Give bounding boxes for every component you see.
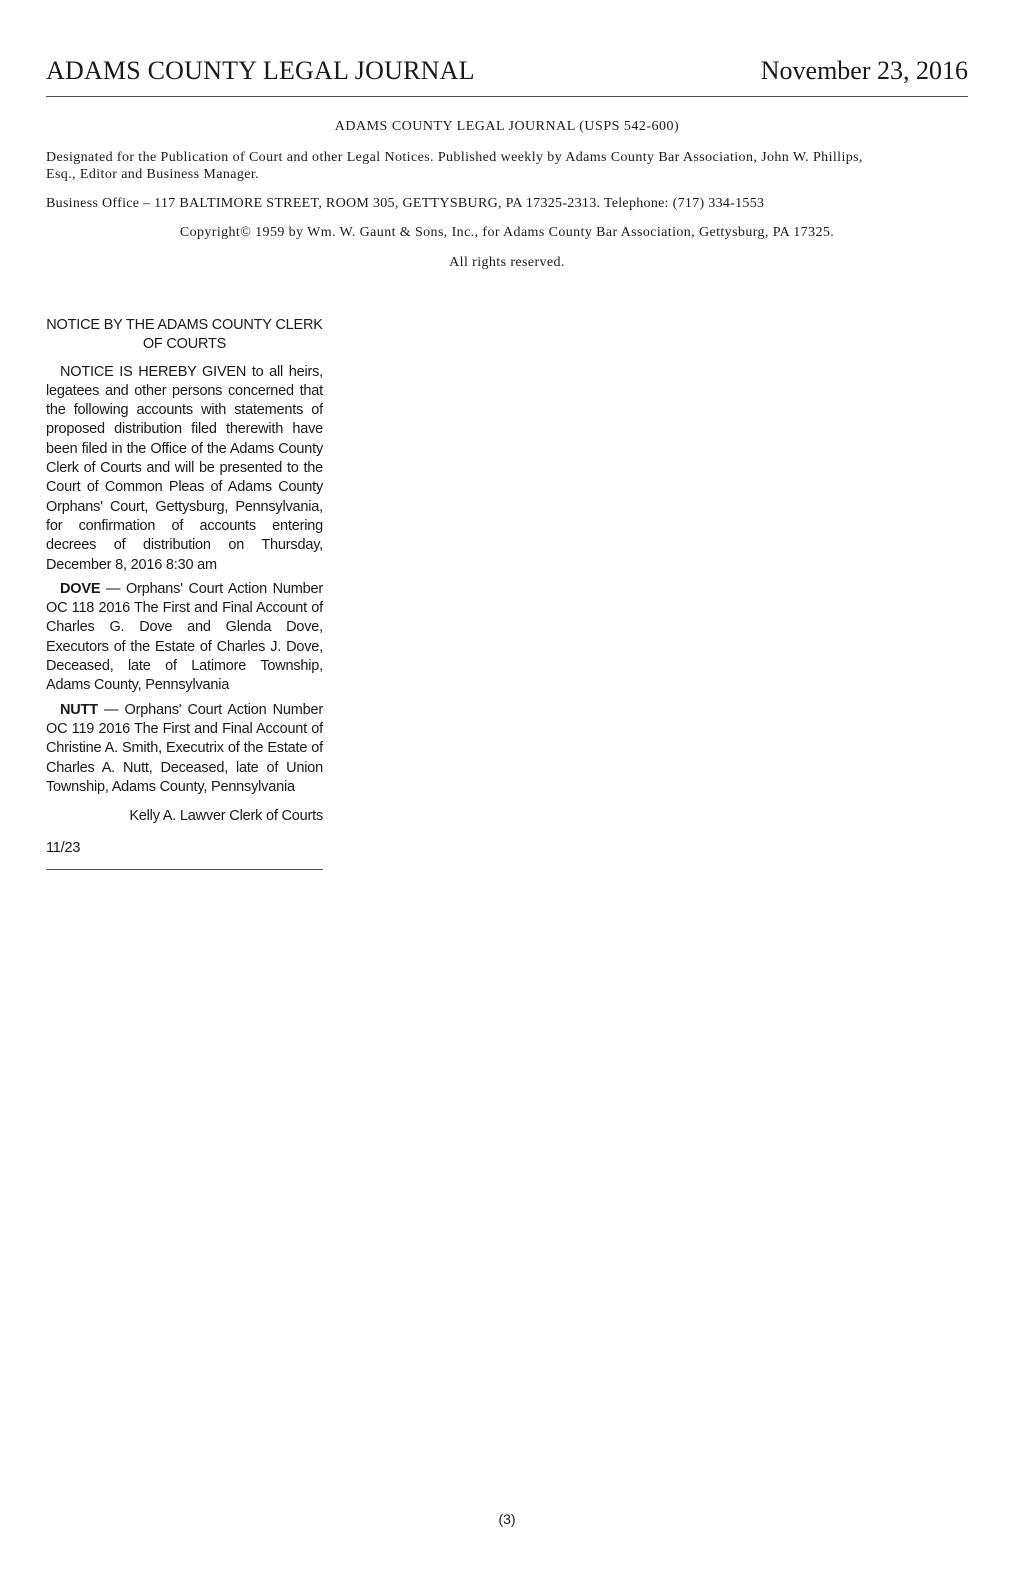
estate-dash: — bbox=[100, 580, 126, 597]
page-number: (3) bbox=[498, 1511, 516, 1527]
estate-entry-dove bbox=[46, 580, 323, 696]
publication-name: ADAMS COUNTY LEGAL JOURNAL (USPS 542-600) bbox=[334, 119, 680, 134]
business-office: Business Office – 117 BALTIMORE STREET, ROOM 305, GETTYSBURG, PA 17325-2313. Telephone: (717) 334-1553 bbox=[46, 196, 765, 211]
estate-text: Orphans' Court Action Number OC 119 2016 The First and Final Account of Christine A. Smith, Executrix of the Estate of Charles A. Nutt, Deceased, late of Union Township, Adams County, Pennsylvania bbox=[46, 701, 323, 795]
signature-block bbox=[46, 807, 323, 826]
rights-reserved: All rights reserved. bbox=[449, 255, 565, 270]
estate-text: Orphans' Court Action Number OC 118 2016 The First and Final Account of Charles G. Dove and Glenda Dove, Executors of the Estate of Charles J. Dove, Deceased, late of Latimore Township, Adams County, Pennsylvania bbox=[46, 580, 323, 694]
estate-name: DOVE bbox=[60, 580, 101, 597]
signer-title: Clerk of Courts bbox=[229, 808, 323, 825]
copyright-notice: Copyright© 1959 by Wm. W. Gaunt & Sons, Inc., for Adams County Bar Association, Gettysburg, PA 17325. bbox=[179, 225, 835, 240]
notice-intro: NOTICE IS HEREBY GIVEN to all heirs, legatees and other persons concerned that the following accounts with statements of proposed distribution filed therewith have been filed in the Office of the Adams County Clerk of Courts and will be presented to the Court of Common Pleas of Adams County Orphans' Court, Gettysburg, Pennsylvania, for confirmation of accounts entering decrees of distribution on Thursday, December 8, 2016 8:30 am bbox=[46, 363, 323, 573]
designation-statement: Designated for the Publication of Court and other Legal Notices. Published weekly by Adams County Bar Association, John W. Phillips, Esq., Editor and Business Manager. bbox=[46, 150, 863, 182]
notice-dateline: 11/23 bbox=[46, 839, 323, 869]
journal-title: ADAMS COUNTY LEGAL JOURNAL bbox=[46, 56, 475, 85]
page-header bbox=[46, 56, 968, 97]
issue-date: November 23, 2016 bbox=[760, 56, 968, 85]
signer-name: Kelly A. Lawver bbox=[129, 808, 226, 825]
notice-heading: NOTICE BY THE ADAMS COUNTY CLERK OF COURTS bbox=[46, 317, 323, 353]
estate-entry-nutt bbox=[46, 701, 323, 797]
clerk-notice bbox=[46, 316, 323, 870]
masthead bbox=[46, 118, 968, 271]
estate-dash: — bbox=[97, 701, 125, 718]
estate-name: NUTT bbox=[60, 701, 98, 718]
